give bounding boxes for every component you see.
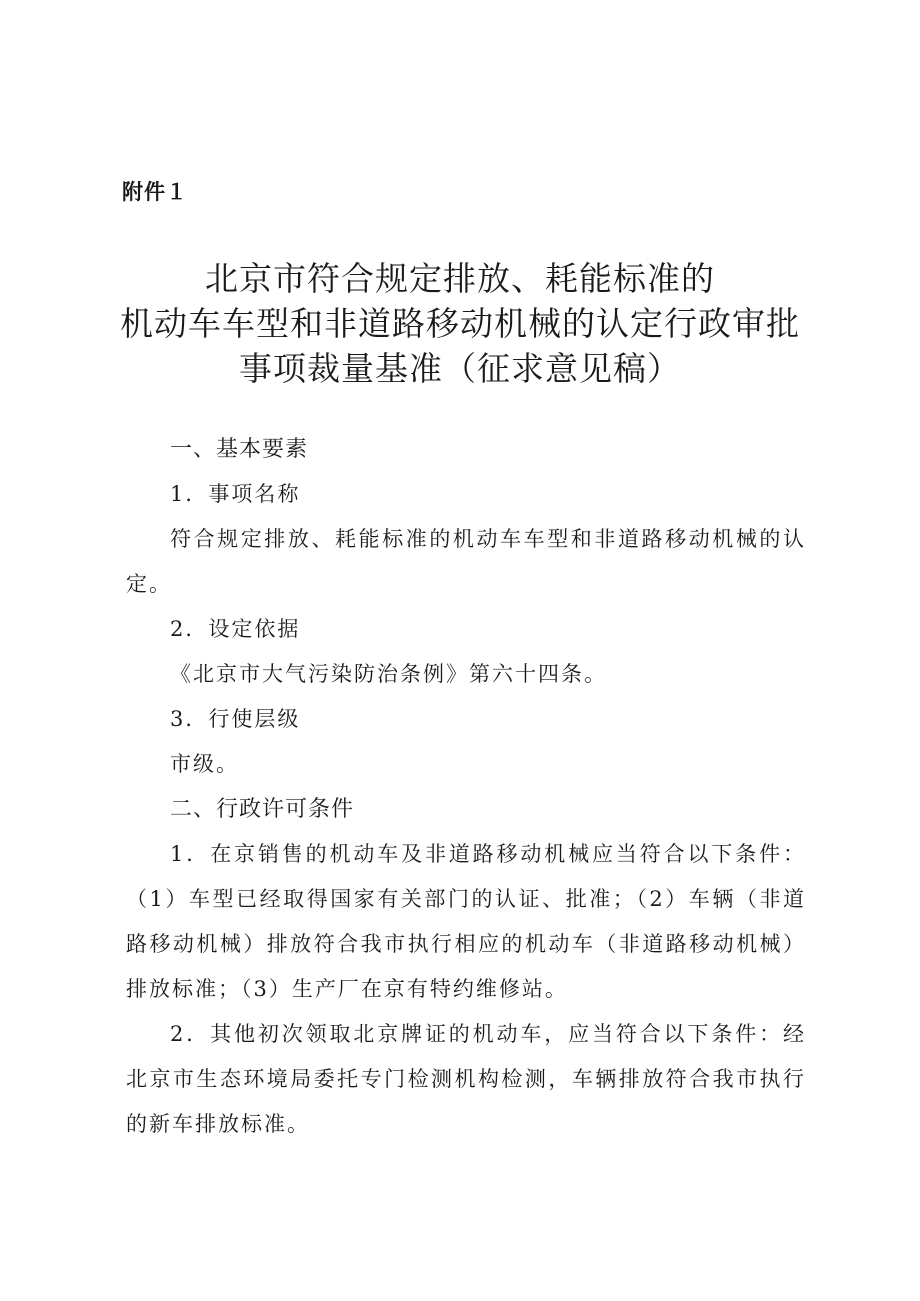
item-2-heading: 2．设定依据 (170, 617, 301, 641)
document-body (126, 427, 806, 1147)
title-line-3: 事项裁量基准（征求意见稿） (239, 349, 681, 388)
title-line-1: 北京市符合规定排放、耗能标准的 (205, 259, 715, 298)
document-title (0, 256, 920, 391)
section-1-heading: 一、基本要素 (170, 437, 309, 462)
attachment-label: 附件１ (122, 180, 188, 204)
item-1-text: 符合规定排放、耗能标准的机动车车型和非道路移动机械的认定。 (126, 527, 806, 596)
item-3-heading: 3．行使层级 (170, 707, 301, 731)
section-2-heading: 二、行政许可条件 (170, 797, 355, 822)
item-3-text: 市级。 (170, 752, 239, 776)
item-1-heading: 1．事项名称 (170, 482, 301, 506)
item-2-text: 《北京市大气污染防治条例》第六十四条。 (170, 662, 607, 686)
condition-2-text: 2．其他初次领取北京牌证的机动车，应当符合以下条件：经北京市生态环境局委托专门检测机构检测，车辆排放符合我市执行的新车排放标准。 (126, 1022, 806, 1136)
title-line-2: 机动车车型和非道路移动机械的认定行政审批 (120, 304, 800, 343)
condition-1-text: 1．在京销售的机动车及非道路移动机械应当符合以下条件：（1）车型已经取得国家有关部门的认证、批准；（2）车辆（非道路移动机械）排放符合我市执行相应的机动车（非道路移动机械）排放标准；（3）生产厂在京有特约维修站。 (126, 842, 806, 1001)
